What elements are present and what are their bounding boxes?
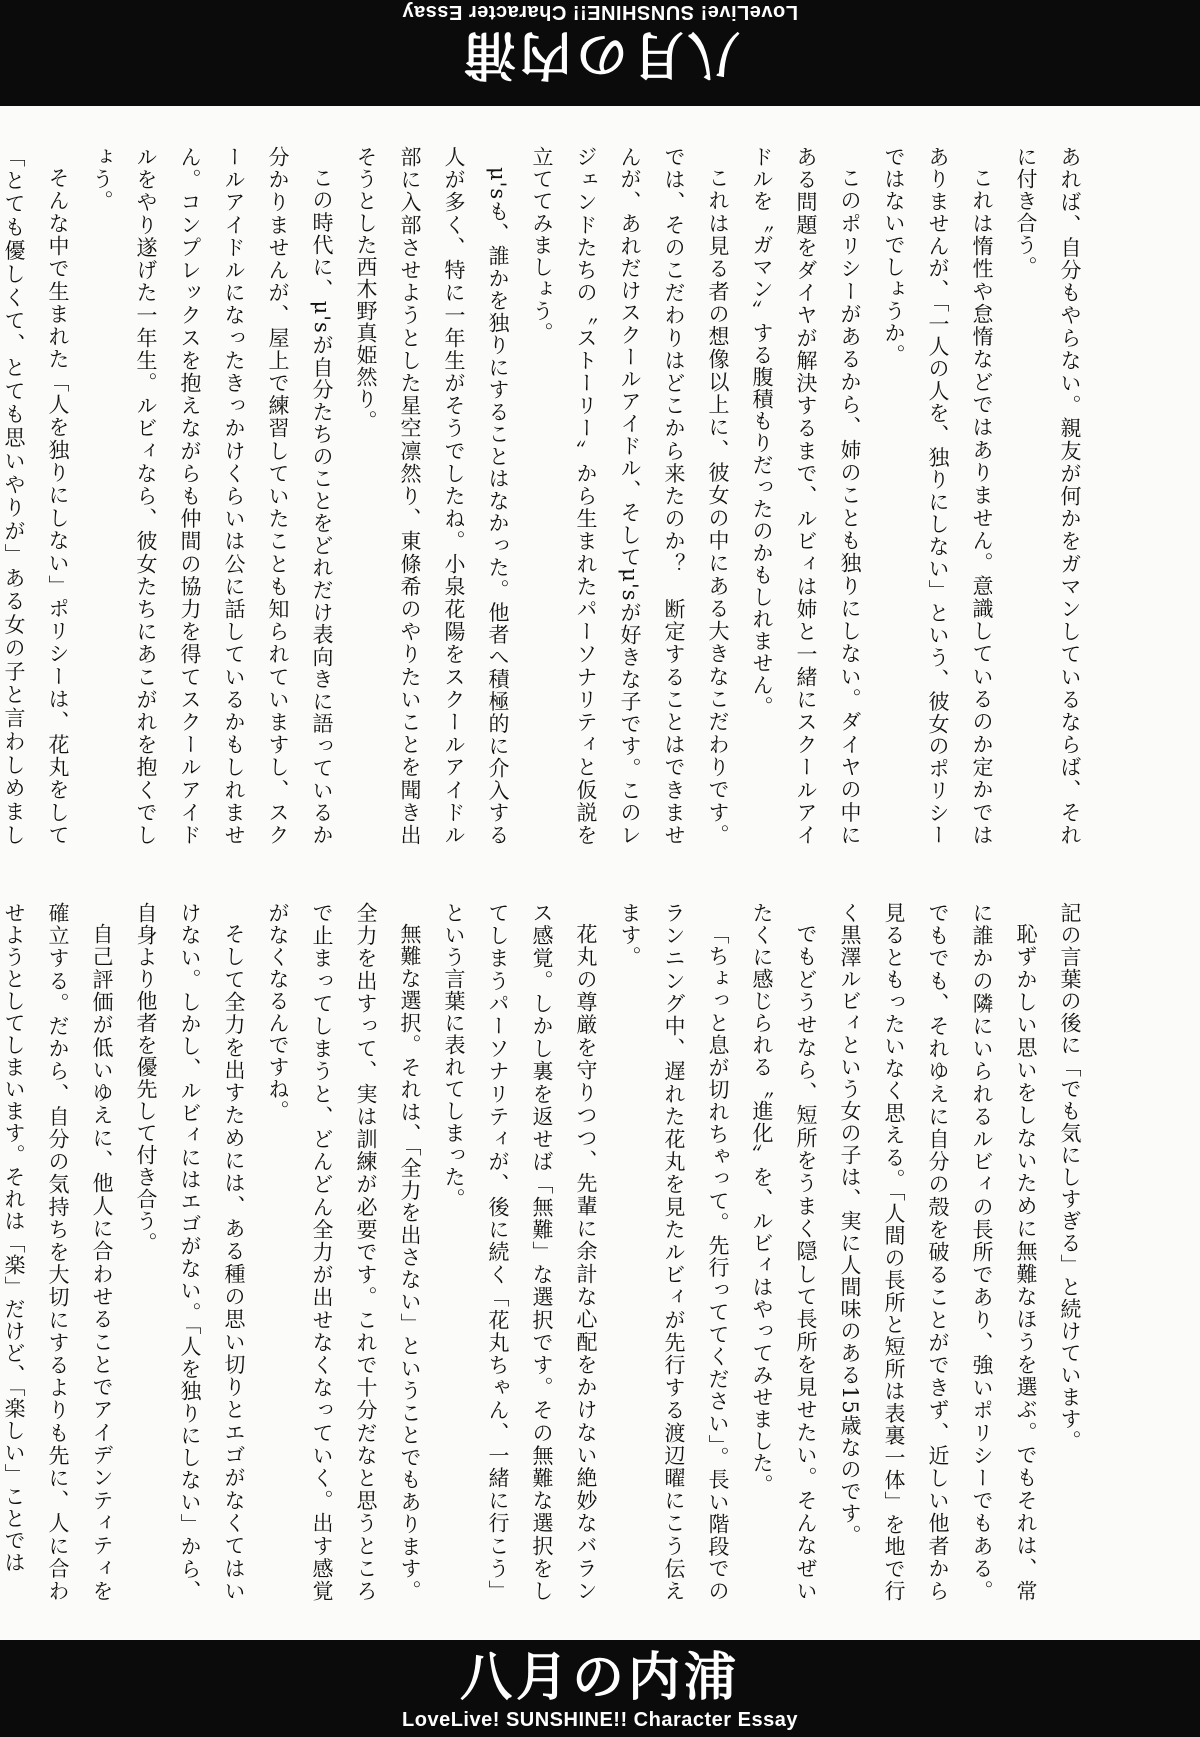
paragraph: このポリシーがあるから、姉のことも独りにしない。ダイヤの中にある問題をダイヤが解決するまで、ルビィは姉と一緒にスクールアイドルを〝ガマン〟する腹積もりだったのかもしれません。	[750, 146, 862, 846]
footer-subtitle: LoveLive! SUNSHINE!! Character Essay	[402, 1709, 798, 1731]
essay-upper-block	[2, 146, 1092, 846]
paragraph: μ'sも、誰かを独りにすることはなかった。他者へ積極的に介入する人が多く、特に一年生がそうでしたね。小泉花陽をスクールアイドル部に入部させようとした星空凛然り、東條希のやりたいことを聞き出そうとした西木野真姫然り。	[354, 146, 510, 846]
paragraph: これは見る者の想像以上に、彼女の中にある大きなこだわりです。では、そのこだわりはどこから来たのか？ 断定することはできませんが、あれだけスクールアイドル、そしてμ'sが好きな子です。このレジェンドたちの〝ストーリー〟から生まれたパーソナリティと仮説を立ててみましょう。	[530, 146, 730, 846]
header-band	[0, 0, 1200, 106]
paragraph: 恥ずかしい思いをしないために無難なほうを選ぶ。でもそれは、常に誰かの隣にいられるルビィの長所であり、強いポリシーでもある。でもでも、それゆえに自分の殻を破ることができず、近しい他者から見るともったいなく思える。「人間の長所と短所は表裏一体」を地で行く黒澤ルビィという女の子は、実に人間味のある15歳なのです。	[838, 902, 1038, 1602]
paragraph: でもどうせなら、短所をうまく隠して長所を見せたい。そんなぜいたくに感じられる〝進化〟を、ルビィはやってみせました。	[750, 902, 818, 1602]
paragraph: 花丸の尊厳を守りつつ、先輩に余計な心配をかけない絶妙なバランス感覚。しかし裏を返せば「無難」な選択です。その無難な選択をしてしまうパーソナリティが、後に続く「花丸ちゃん、一緒に行こう」という言葉に表れてしまった。	[442, 902, 598, 1602]
paragraph: これは惰性や怠惰などではありません。意識しているのか定かではありませんが、「一人の人を、独りにしない」という、彼女のポリシーではないでしょうか。	[882, 146, 994, 846]
paragraph: 記の言葉の後に「でも気にしすぎる」と続けています。	[1058, 902, 1082, 1452]
paragraph: あれば、自分もやらない。親友が何かをガマンしているならば、それに付き合う。	[1014, 146, 1082, 846]
header-subtitle: LoveLive! SUNSHINE!! Character Essay	[402, 1, 798, 23]
essay-lower-block	[2, 902, 1092, 1602]
paragraph: そんな中で生まれた「人を独りにしない」ポリシーは、花丸をして「とても優しくて、とても思いやりが」ある女の子と言わしめまし	[2, 146, 70, 846]
paragraph: この時代に、μ'sが自分たちのことをどれだけ表向きに語っているか分かりませんが、屋上で練習していたことも知られていますし、スクールアイドルになったきっかけくらいは公に話しているかもしれません。コンプレックスを抱えながらも仲間の協力を得てスクールアイドルをやり遂げた一年生。ルビィなら、彼女たちにあこがれを抱くでしょう。	[90, 146, 334, 846]
essay-page	[0, 106, 1200, 1640]
paragraph: 「ちょっと息が切れちゃって。先行っててください」。長い階段でのランニング中、遅れた花丸を見たルビィが先行する渡辺曜にこう伝えます。	[618, 902, 730, 1602]
header-inverted-title	[0, 0, 1200, 90]
paragraph: 自己評価が低いゆえに、他人に合わせることでアイデンティティを確立する。だから、自分の気持ちを大切にするよりも先に、人に合わせようとしてしまいます。それは「楽」だけど、「楽しい」ことでは	[2, 902, 114, 1602]
footer-band	[0, 1640, 1200, 1737]
footer-title: 八月の内浦	[459, 1647, 740, 1708]
header-title: 八月の内浦	[460, 24, 741, 85]
paragraph: そして全力を出すためには、ある種の思い切りとエゴがなくてはいけない。しかし、ルビィにはエゴがない。「人を独りにしない」から、自身より他者を優先して付き合う。	[134, 902, 246, 1602]
paragraph: 無難な選択。それは、「全力を出さない」ということでもあります。全力を出すって、実は訓練が必要です。これで十分だなと思うところで止まってしまうと、どんどん全力が出せなくなっていく。出す感覚がなくなるんですね。	[266, 902, 422, 1602]
